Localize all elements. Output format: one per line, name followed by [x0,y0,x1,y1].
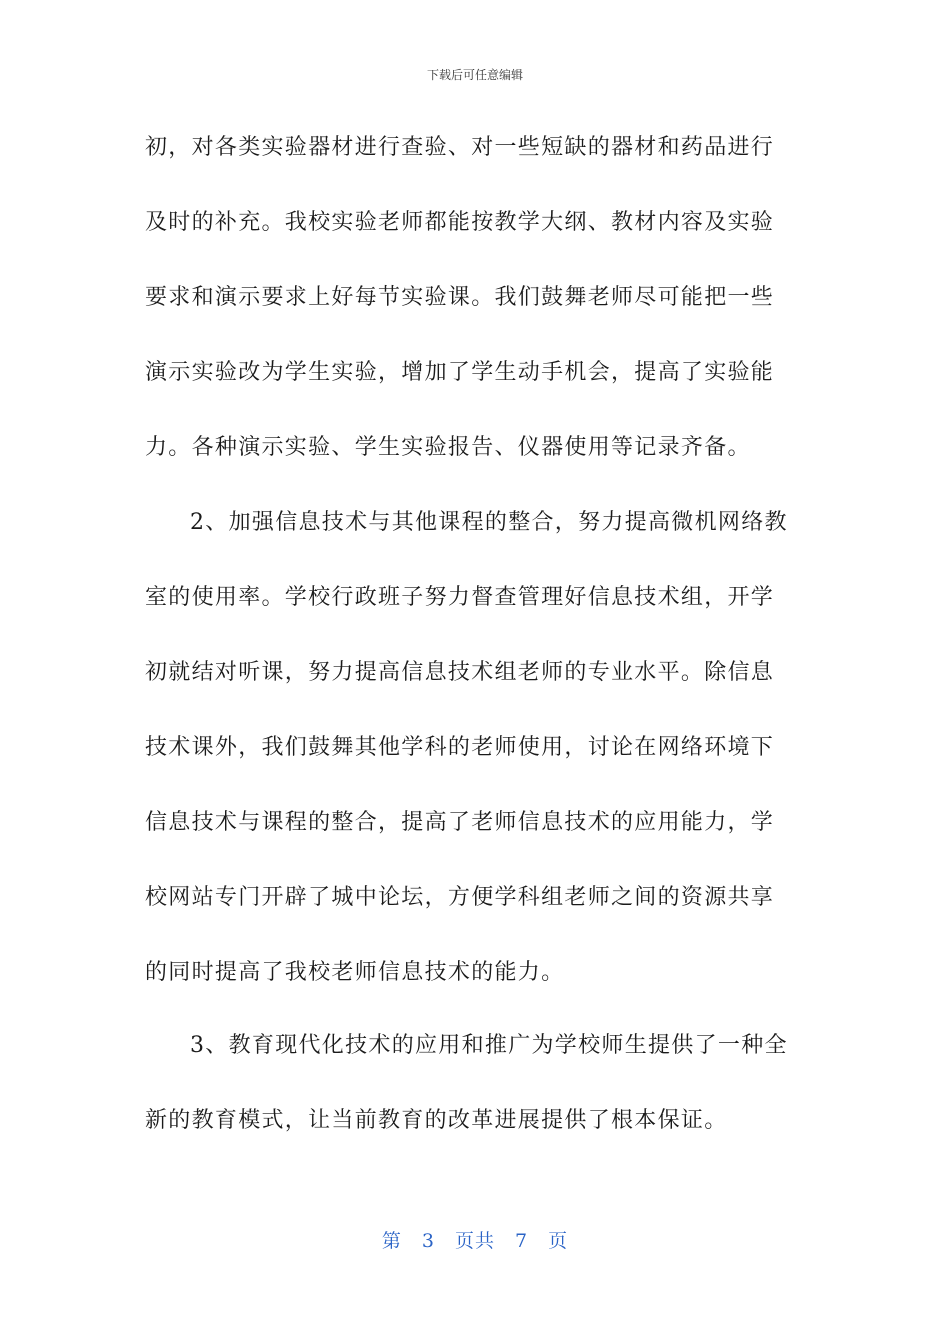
text-line: 的同时提高了我校老师信息技术的能力。 [145,960,565,985]
text-line: 室的使用率。学校行政班子努力督查管理好信息技术组，开学 [145,585,775,610]
text-line: 2、加强信息技术与其他课程的整合，努力提高微机网络教 [190,510,788,535]
footer-page-number: 3 [421,1230,435,1252]
page-header: 下载后可任意编辑 [426,68,523,82]
text-line: 信息技术与课程的整合，提高了老师信息技术的应用能力，学 [145,810,775,835]
footer-prefix: 第 [381,1230,402,1252]
text-line: 技术课外，我们鼓舞其他学科的老师使用，讨论在网络环境下 [145,735,775,760]
footer-suffix: 页 [548,1230,569,1252]
text-line: 力。各种演示实验、学生实验报告、仪器使用等记录齐备。 [145,435,751,460]
text-line: 演示实验改为学生实验，增加了学生动手机会，提高了实验能 [145,360,775,385]
text-line: 初就结对听课，努力提高信息技术组老师的专业水平。除信息 [145,660,775,685]
text-line: 3、教育现代化技术的应用和推广为学校师生提供了一种全 [190,1033,788,1058]
footer-total-pages: 7 [515,1230,529,1252]
text-line: 及时的补充。我校实验老师都能按教学大纲、教材内容及实验 [145,210,775,235]
footer-middle: 页共 [454,1230,495,1252]
page-footer [0,1226,950,1253]
text-line: 初，对各类实验器材进行查验、对一些短缺的器材和药品进行 [145,135,775,160]
text-line: 校网站专门开辟了城中论坛，方便学科组老师之间的资源共享 [145,885,775,910]
text-line: 要求和演示要求上好每节实验课。我们鼓舞老师尽可能把一些 [145,285,775,310]
text-line: 新的教育模式，让当前教育的改革进展提供了根本保证。 [145,1108,728,1133]
